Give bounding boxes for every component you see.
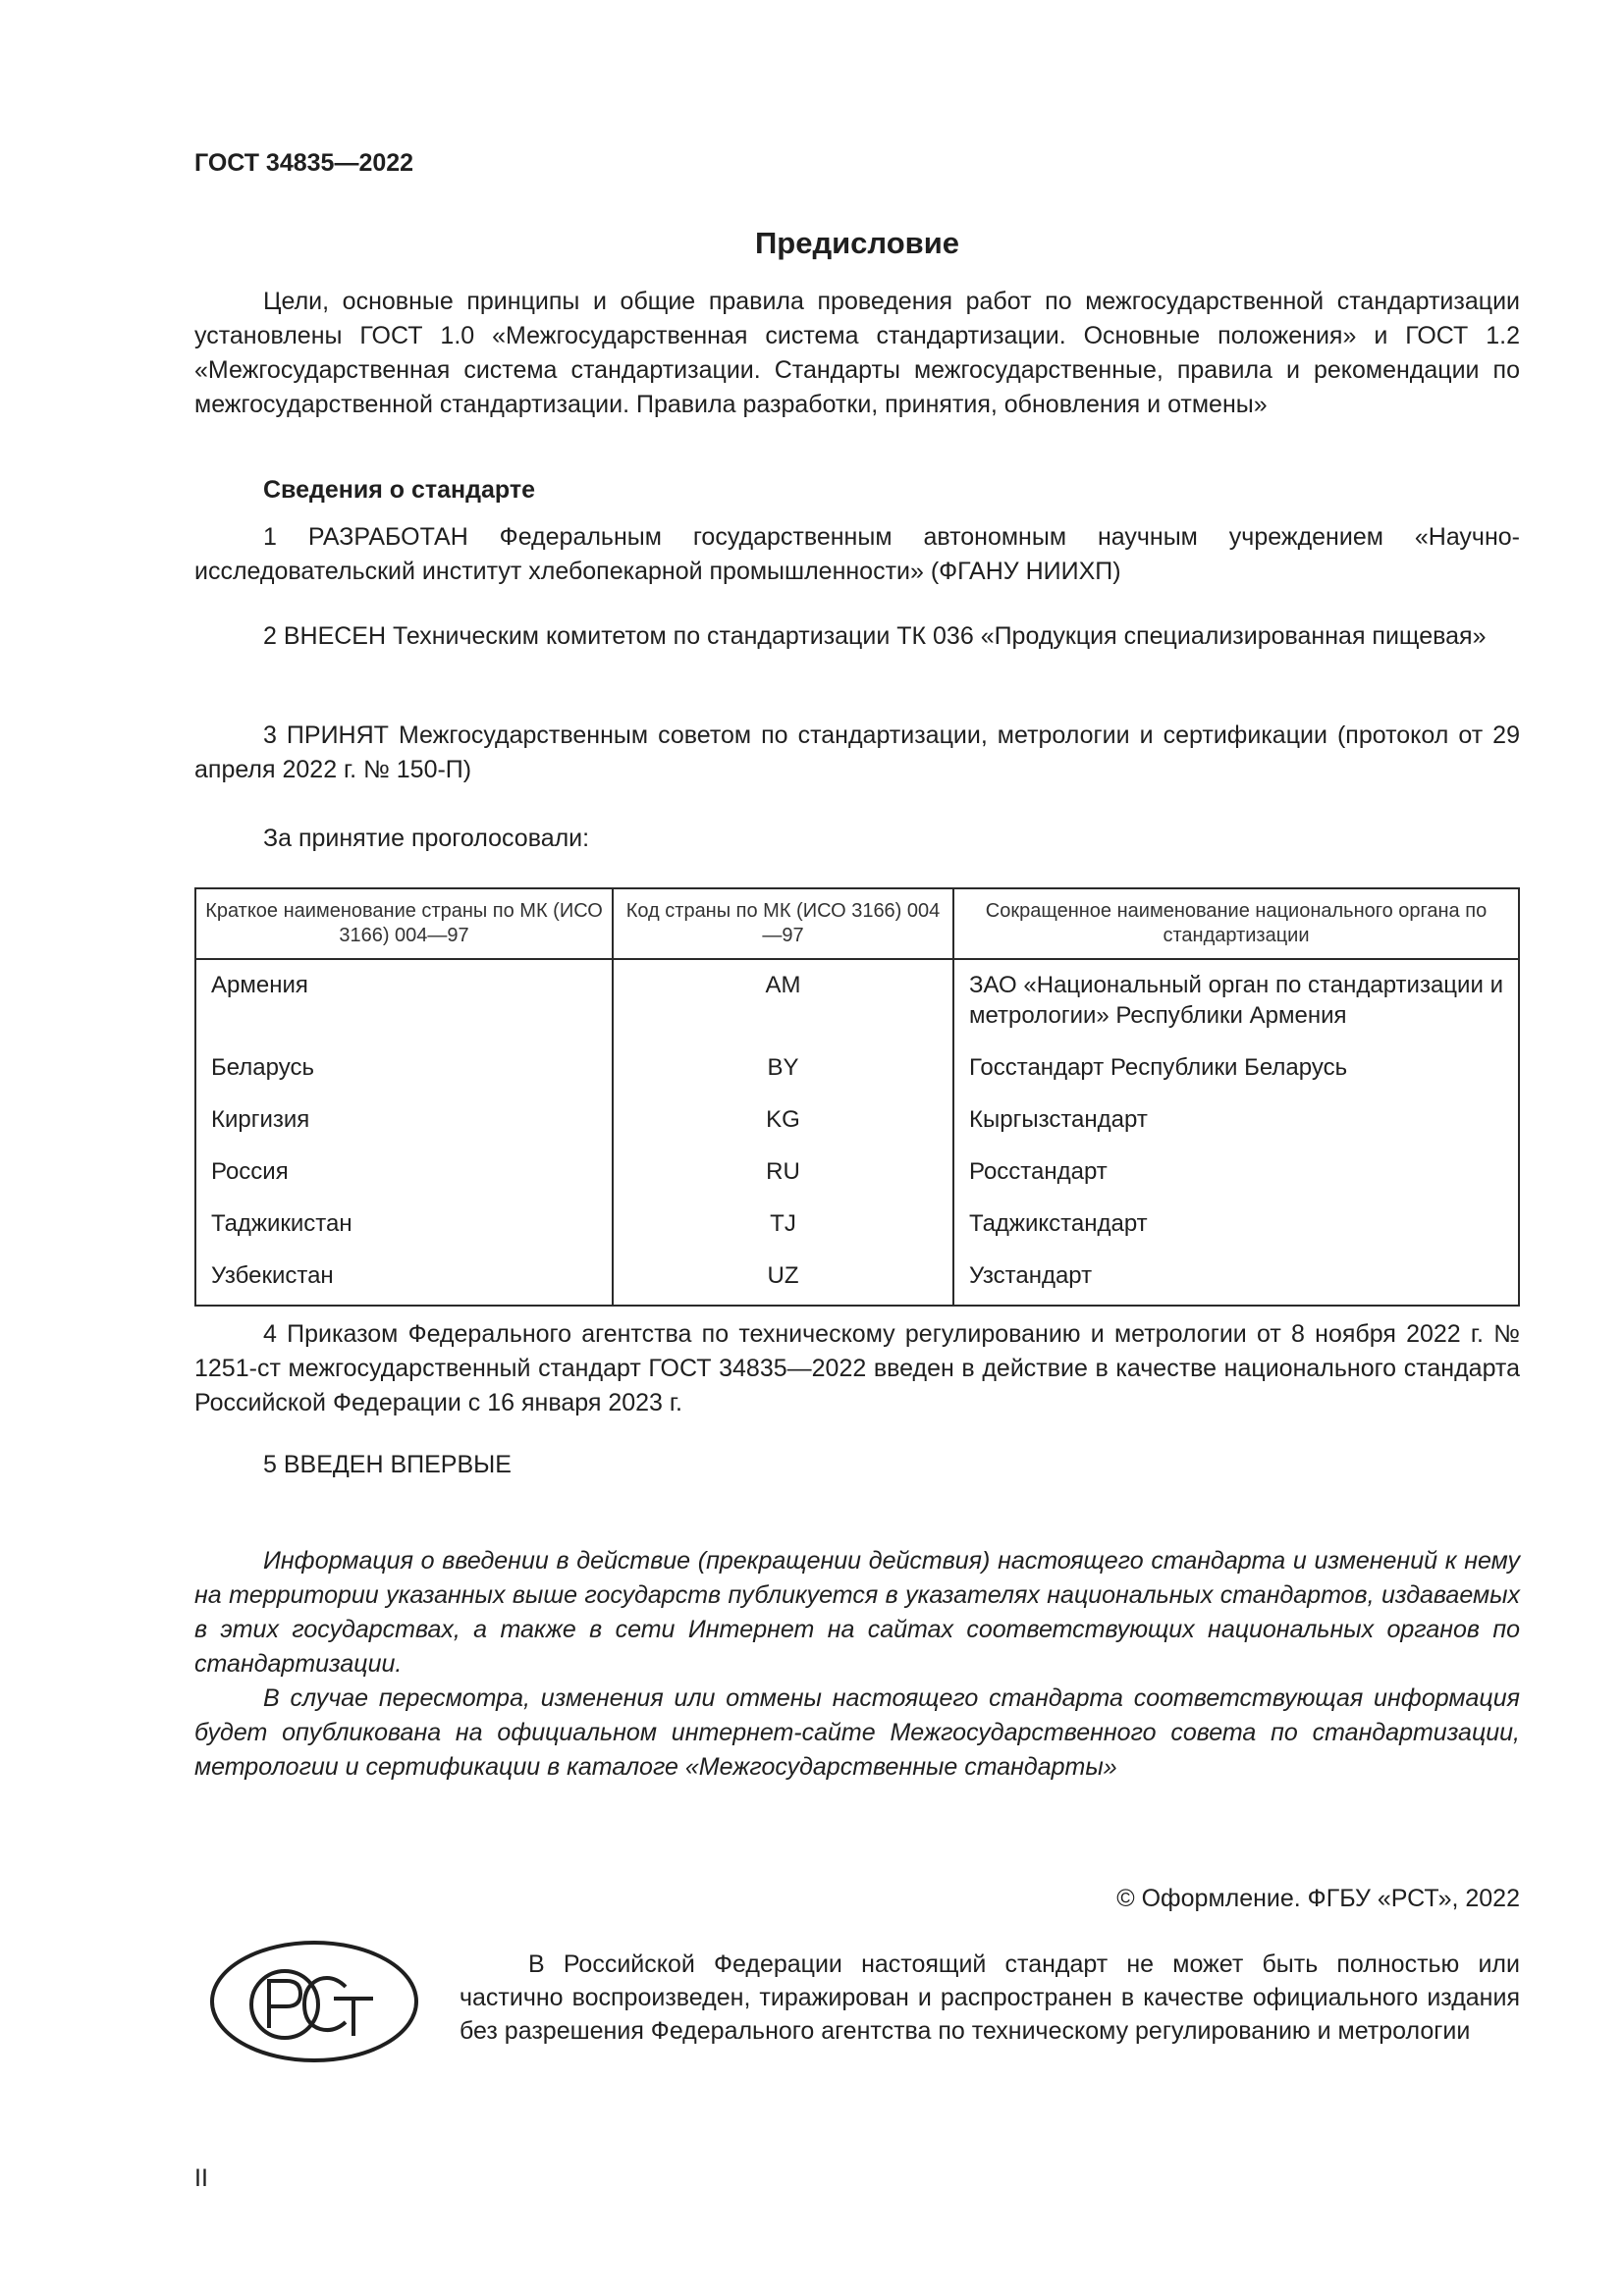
pct-logo-icon — [208, 1938, 420, 2070]
header-national-body: Сокращенное наименование национального органа по стандартизации — [953, 888, 1519, 959]
country-code: KG — [613, 1094, 953, 1146]
table-row — [195, 1198, 1519, 1250]
document-code: ГОСТ 34835—2022 — [194, 149, 414, 177]
national-body: Госстандарт Республики Беларусь — [953, 1041, 1519, 1094]
table-row — [195, 1041, 1519, 1094]
table-row — [195, 1250, 1519, 1306]
country-name: Узбекистан — [195, 1250, 613, 1306]
page-title: Предисловие — [754, 226, 959, 260]
header-country-code: Код страны по МК (ИСО 3166) 004—97 — [613, 888, 953, 959]
header-country-name: Краткое наименование страны по МК (ИСО 3166) 004—97 — [195, 888, 613, 959]
country-code: UZ — [613, 1250, 953, 1306]
country-code: AM — [613, 959, 953, 1041]
national-body: ЗАО «Национальный орган по стандартизации и метрологии» Республики Армения — [953, 959, 1519, 1041]
item-5: 5 ВВЕДЕН ВПЕРВЫЕ — [263, 1451, 512, 1478]
national-body: Росстандарт — [953, 1146, 1519, 1198]
info-note-2: В случае пересмотра, изменения или отмены настоящего стандарта соответствующая информация будет опубликована на официальном интернет-сайте Межгосударственного совета по стандартизации, метрологии и сертификации в каталоге «Межгосударственные стандарты» — [194, 1684, 1520, 1781]
national-body: Кыргызстандарт — [953, 1094, 1519, 1146]
table-row — [195, 1094, 1519, 1146]
item-2: 2 ВНЕСЕН Техническим комитетом по стандартизации ТК 036 «Продукция специализированная пищевая» — [263, 622, 1487, 650]
country-name: Беларусь — [195, 1041, 613, 1094]
voted-label: За принятие проголосовали: — [263, 825, 590, 852]
national-body: Узстандарт — [953, 1250, 1519, 1306]
country-code: TJ — [613, 1198, 953, 1250]
rights-notice: В Российской Федерации настоящий стандарт не может быть полностью или частично воспроизведен, тиражирован и распространен в качестве официального издания без разрешения Федерального агентства по техническому регулированию и метрологии — [460, 1950, 1520, 2045]
item-3: 3 ПРИНЯТ Межгосударственным советом по стандартизации, метрологии и сертификации (протокол от 29 апреля 2022 г. № 150-П) — [194, 721, 1520, 783]
table-row — [195, 1146, 1519, 1198]
table-header-row — [195, 888, 1519, 959]
country-name: Россия — [195, 1146, 613, 1198]
copyright-line: © Оформление. ФГБУ «РСТ», 2022 — [1116, 1885, 1520, 1912]
country-name: Таджикистан — [195, 1198, 613, 1250]
info-heading: Сведения о стандарте — [263, 476, 536, 504]
table-row — [195, 959, 1519, 1041]
item-1: 1 РАЗРАБОТАН Федеральным государственным автономным научным учреждением «Научно-исследовательский институт хлебопекарной промышленности» (ФГАНУ НИИХП) — [194, 523, 1520, 585]
item-4: 4 Приказом Федерального агентства по техническому регулированию и метрологии от 8 ноября 2022 г. № 1251-ст межгосударственный стандарт ГОСТ 34835—2022 введен в действие в качестве национального стандарта Российской Федерации с 16 января 2023 г. — [194, 1320, 1520, 1416]
national-body: Таджикстандарт — [953, 1198, 1519, 1250]
page-number: II — [194, 2164, 208, 2192]
country-code: RU — [613, 1146, 953, 1198]
country-name: Армения — [195, 959, 613, 1041]
info-note-1: Информация о введении в действие (прекращении действия) настоящего стандарта и изменений к нему на территории указанных выше государств публикуется в указателях национальных стандартов, издаваемых в этих государствах, а также в сети Интернет на сайтах соответствующих национальных органов по стандартизации. — [194, 1547, 1520, 1678]
country-name: Киргизия — [195, 1094, 613, 1146]
country-code: BY — [613, 1041, 953, 1094]
intro-paragraph: Цели, основные принципы и общие правила проведения работ по межгосударственной стандартизации установлены ГОСТ 1.0 «Межгосударственная система стандартизации. Основные положения» и ГОСТ 1.2 «Межгосударственная система стандартизации. Стандарты межгосударственные, правила и рекомендации по межгосударственной стандартизации. Правила разработки, принятия, обновления и отмены» — [194, 288, 1520, 418]
member-states-table — [194, 887, 1520, 1307]
